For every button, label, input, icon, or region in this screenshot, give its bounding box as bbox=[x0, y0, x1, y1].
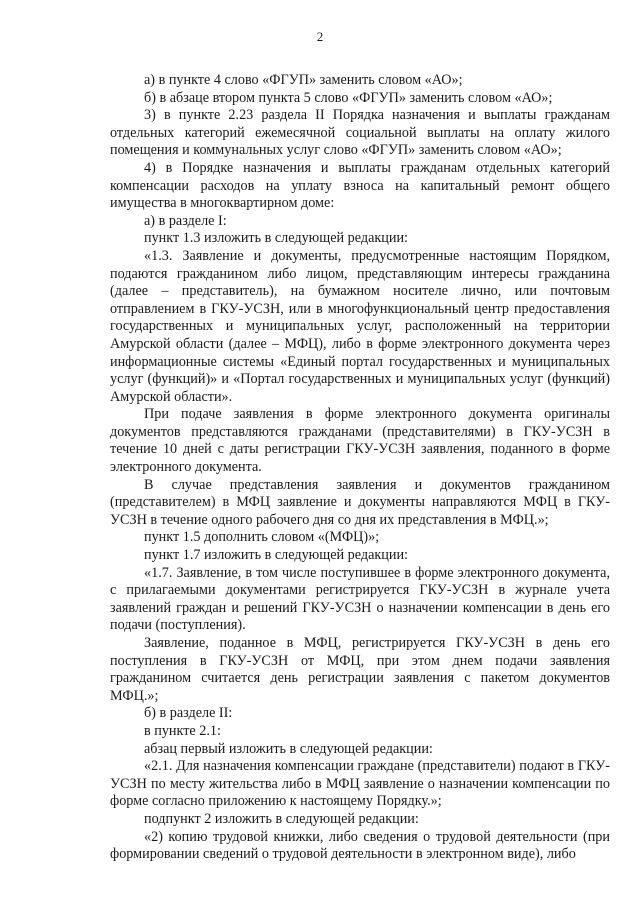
paragraph-section-2: б) в разделе II: bbox=[144, 705, 233, 722]
paragraph-point-1-5: пункт 1.5 дополнить словом «(МФЦ)»; bbox=[144, 529, 380, 546]
paragraph-point-1-3-intro: пункт 1.3 изложить в следующей редакции: bbox=[144, 230, 408, 247]
paragraph-subpoint-2-text: «2) копию трудовой книжки, либо сведения о трудовой деятельности (при формировании сведений о трудовой деятельности в электронном виде), либо bbox=[110, 828, 610, 863]
paragraph-first-abzac: абзац первый изложить в следующей редакции: bbox=[144, 740, 433, 757]
paragraph-item-4: 4) в Порядке назначения и выплаты гражданам отдельных категорий компенсации расходов на уплату взноса на капитальный ремонт общего имущества в многоквартирном доме: bbox=[110, 159, 610, 212]
paragraph-point-1-7-text: «1.7. Заявление, в том числе поступившее в форме электронного документа, с прилагаемыми документами регистрируется ГКУ-УСЗН в журнале учета заявлений граждан и решений ГКУ-УСЗН о назначении компенсации в день его подачи (поступления). bbox=[110, 564, 610, 634]
paragraph-4a: а) в пункте 4 слово «ФГУП» заменить словом «АО»; bbox=[144, 72, 463, 88]
paragraph-subpoint-2-intro: подпункт 2 изложить в следующей редакции: bbox=[144, 810, 419, 827]
paragraph-point-1-7-intro: пункт 1.7 изложить в следующей редакции: bbox=[144, 547, 408, 564]
document-body bbox=[110, 72, 610, 864]
paragraph-electronic-submission: При подаче заявления в форме электронного документа оригиналы документов представляются гражданами (представителями) в ГКУ-УСЗН в течение 10 дней с даты регистрации ГКУ-УСЗН заявления, поданного в форме электронного документа. bbox=[110, 406, 610, 476]
paragraph-mfc-registration: Заявление, поданное в МФЦ, регистрируется ГКУ-УСЗН в день его поступления в ГКУ-УСЗН от МФЦ, при этом днем подачи заявления гражданином считается день регистрации заявления с пакетом документов МФЦ.»; bbox=[110, 635, 610, 704]
paragraph-point-2-1-text: «2.1. Для назначения компенсации граждане (представители) подают в ГКУ-УСЗН по месту жительства либо в МФЦ заявление о назначении компенсации по форме согласно приложению к настоящему Порядку.»; bbox=[110, 758, 610, 810]
paragraph-point-2-1: в пункте 2.1: bbox=[144, 722, 221, 739]
paragraph-5b: б) в абзаце втором пункта 5 слово «ФГУП» заменить словом «АО»; bbox=[144, 89, 553, 106]
paragraph-section-1: а) в разделе I: bbox=[144, 212, 227, 229]
paragraph-item-3: 3) в пункте 2.23 раздела II Порядка назначения и выплаты гражданам отдельных категорий ежемесячной социальной выплаты на оплату жилого помещения и коммунальных услуг слово «ФГУП» заменить словом «АО»; bbox=[110, 107, 610, 159]
page-number: 2 bbox=[316, 29, 324, 44]
paragraph-point-1-3-text: «1.3. Заявление и документы, предусмотренные настоящим Порядком, подаются гражданином либо лицом, представляющим интересы гражданина (далее – представитель), на бумажном носителе лично, или почтовым отправлением в ГКУ-УСЗН, или в многофункциональный центр предоставления государственных и муниципальных услуг, расположенный на территории Амурской области (далее – МФЦ), либо в форме электронного документа через информационные системы «Единый портал государственных и муниципальных услуг (функций)» и «Портал государственных и муниципальных услуг (функций) Амурской области». bbox=[110, 247, 610, 405]
paragraph-mfc-submission: В случае представления заявления и документов гражданином (представителем) в МФЦ заявление и документы направляются МФЦ в ГКУ-УСЗН в течение одного рабочего дня со дня их представления в МФЦ.»; bbox=[110, 476, 610, 528]
